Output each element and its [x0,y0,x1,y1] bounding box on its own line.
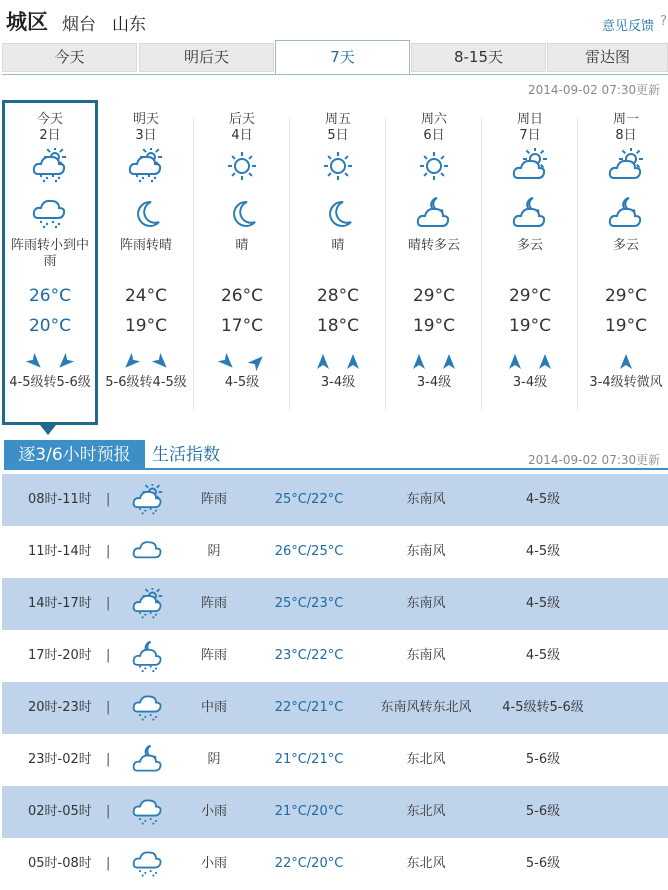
wind-level-text: 4-5级 [525,596,561,611]
wind-direction-text: 东南风 [406,492,446,507]
high-temp: 26°C [220,286,263,306]
moon-icon [319,196,357,232]
weather-text: 阵雨 [200,648,227,663]
day-date: 6日 [423,128,445,143]
separator: | [106,856,111,871]
weather-text: 中雨 [200,700,227,715]
temperature-range: 25°C/22°C [274,492,344,507]
wind-north-icon [314,353,332,371]
time-range: 08时-11时 [28,492,92,507]
time-range: 05时-08时 [28,856,92,871]
wind-northeast-icon [248,353,266,371]
day-date: 7日 [519,128,541,143]
separator: | [106,544,111,559]
day-name: 今天 [36,112,63,127]
moon-icon [223,196,261,232]
wind-level: 3-4级 [320,375,356,390]
day-weather: 晴转多云 [407,238,460,253]
tab-8-15day[interactable]: 8-15天 [411,43,546,72]
day-date: 5日 [327,128,349,143]
moon-icon [127,196,165,232]
day-column[interactable] [98,100,194,425]
wind-level-text: 5-6级 [525,856,561,871]
sun-icon [415,148,453,184]
wind-southeast-icon [26,353,44,371]
wind-direction [314,353,362,371]
day-name: 后天 [228,112,255,127]
sun-cloud-rain-icon [130,484,166,516]
low-temp: 17°C [220,316,263,336]
wind-direction [26,353,74,371]
sun-cloud-rain-icon [130,588,166,620]
wind-direction-text: 东北风 [406,752,446,767]
wind-level-text: 5-6级 [525,752,561,767]
time-range: 17时-20时 [28,648,92,663]
tab-tomorrow[interactable]: 明后天 [139,43,274,72]
low-temp: 19°C [508,316,551,336]
table-row [2,578,668,630]
day-weather: 阵雨转小到中雨 [10,238,89,269]
wind-direction-text: 东南风转东北风 [380,700,472,715]
moon-cloud-icon [511,196,549,232]
temperature-range: 26°C/25°C [274,544,344,559]
table-row [2,682,668,734]
header [0,0,668,40]
tab-hourly-forecast[interactable]: 逐3/6小时预报 [4,440,145,470]
low-temp: 19°C [412,316,455,336]
table-row [2,734,668,786]
wind-north-icon [617,353,635,371]
wind-level-text: 4-5级 [525,648,561,663]
time-range: 02时-05时 [28,804,92,819]
table-row [2,838,668,890]
sun-cloud-icon [511,148,549,184]
high-temp: 29°C [508,286,551,306]
day-weather: 阵雨转晴 [119,238,172,253]
tab-today[interactable]: 今天 [2,43,137,72]
feedback-link[interactable]: 意见反馈 [601,19,654,34]
wind-level: 4-5级转5-6级 [9,375,91,390]
cloud-rain-icon [130,848,166,880]
low-temp: 20°C [28,316,71,336]
cloud-icon [130,536,166,568]
wind-level: 4-5级 [224,375,260,390]
wind-level-text: 4-5级 [525,492,561,507]
wind-direction-text: 东南风 [406,544,446,559]
sun-icon [319,148,357,184]
wind-north-icon [344,353,362,371]
wind-north-icon [506,353,524,371]
wind-direction-text: 东南风 [406,596,446,611]
forecast-tabs [2,40,668,75]
hourly-update-time: 2014-09-02 07:30更新 [528,453,661,467]
tab-life-index[interactable]: 生活指数 [152,445,220,465]
temperature-range: 22°C/21°C [274,700,344,715]
day-name: 周五 [324,112,351,127]
time-range: 14时-17时 [28,596,92,611]
low-temp: 19°C [124,316,167,336]
high-temp: 28°C [316,286,359,306]
sun-cloud-rain-icon [127,148,165,184]
weather-text: 小雨 [200,804,227,819]
wind-north-icon [536,353,554,371]
tab-7day[interactable]: 7天 [275,40,410,75]
prefecture-name: 烟台 [62,15,96,35]
table-row [2,474,668,526]
low-temp: 19°C [604,316,647,336]
temperature-range: 25°C/23°C [274,596,344,611]
high-temp: 29°C [412,286,455,306]
weather-text: 阴 [207,752,221,767]
more-icon[interactable]: ? [660,14,667,29]
wind-direction [602,353,650,371]
wind-level-text: 4-5级 [525,544,561,559]
wind-level-text: 5-6级 [525,804,561,819]
day-weather: 晴 [331,238,345,253]
wind-north-icon [410,353,428,371]
sun-icon [223,148,261,184]
day-column[interactable] [386,100,482,425]
day-date: 3日 [135,128,157,143]
cloud-rain-icon [31,196,69,232]
wind-southwest-icon [56,353,74,371]
wind-level: 3-4级 [512,375,548,390]
day-name: 明天 [132,112,159,127]
day-name: 周一 [612,112,639,127]
day-date: 4日 [231,128,253,143]
cloud-rain-icon [130,692,166,724]
day-column[interactable] [578,100,668,425]
separator: | [106,648,111,663]
table-row [2,630,668,682]
temperature-range: 22°C/20°C [274,856,344,871]
day-date: 8日 [615,128,637,143]
table-row [2,786,668,838]
low-temp: 18°C [316,316,359,336]
wind-direction [506,353,554,371]
sun-cloud-icon [607,148,645,184]
temperature-range: 21°C/21°C [274,752,344,767]
time-range: 23时-02时 [28,752,92,767]
cloud-rain-icon [130,796,166,828]
wind-southwest-icon [122,353,140,371]
day-date: 2日 [39,128,61,143]
wind-direction-text: 东南风 [406,648,446,663]
time-range: 11时-14时 [28,544,92,559]
wind-southeast-icon [152,353,170,371]
city-name: 城区 [6,10,48,34]
wind-direction [410,353,458,371]
moon-cloud-rain-icon [130,640,166,672]
high-temp: 24°C [124,286,167,306]
wind-north-icon [440,353,458,371]
tab-radar[interactable]: 雷达图 [547,43,668,72]
separator: | [106,596,111,611]
moon-cloud-icon [607,196,645,232]
sun-cloud-rain-icon [31,148,69,184]
wind-level-text: 4-5级转5-6级 [502,700,584,715]
separator: | [106,700,111,715]
hourly-forecast-table [2,474,668,890]
wind-direction [122,353,170,371]
day-name: 周六 [420,112,447,127]
wind-southeast-icon [218,353,236,371]
temperature-range: 23°C/22°C [274,648,344,663]
section-divider [4,468,668,470]
separator: | [106,492,111,507]
day-name: 周日 [516,112,543,127]
wind-direction [218,353,266,371]
moon-cloud-icon [130,744,166,776]
weather-text: 阵雨 [200,596,227,611]
separator: | [106,804,111,819]
day-weather: 多云 [612,238,639,253]
selected-day-pointer [40,425,56,435]
day-column[interactable] [290,100,386,425]
day-weather: 晴 [235,238,249,253]
province-name: 山东 [112,15,146,35]
update-time: 2014-09-02 07:30更新 [528,83,661,97]
tab-divider [2,74,668,75]
wind-direction-text: 东北风 [406,856,446,871]
wind-level: 3-4级 [416,375,452,390]
time-range: 20时-23时 [28,700,92,715]
weather-text: 小雨 [200,856,227,871]
wind-direction-text: 东北风 [406,804,446,819]
wind-level: 3-4级转微风 [589,375,663,390]
separator: | [106,752,111,767]
weather-text: 阵雨 [200,492,227,507]
day-column[interactable] [2,100,98,425]
temperature-range: 21°C/20°C [274,804,344,819]
day-column[interactable] [194,100,290,425]
high-temp: 26°C [28,286,71,306]
wind-level: 5-6级转4-5级 [105,375,187,390]
table-row [2,526,668,578]
day-weather: 多云 [516,238,543,253]
moon-cloud-icon [415,196,453,232]
weather-text: 阴 [207,544,221,559]
day-column[interactable] [482,100,578,425]
high-temp: 29°C [604,286,647,306]
